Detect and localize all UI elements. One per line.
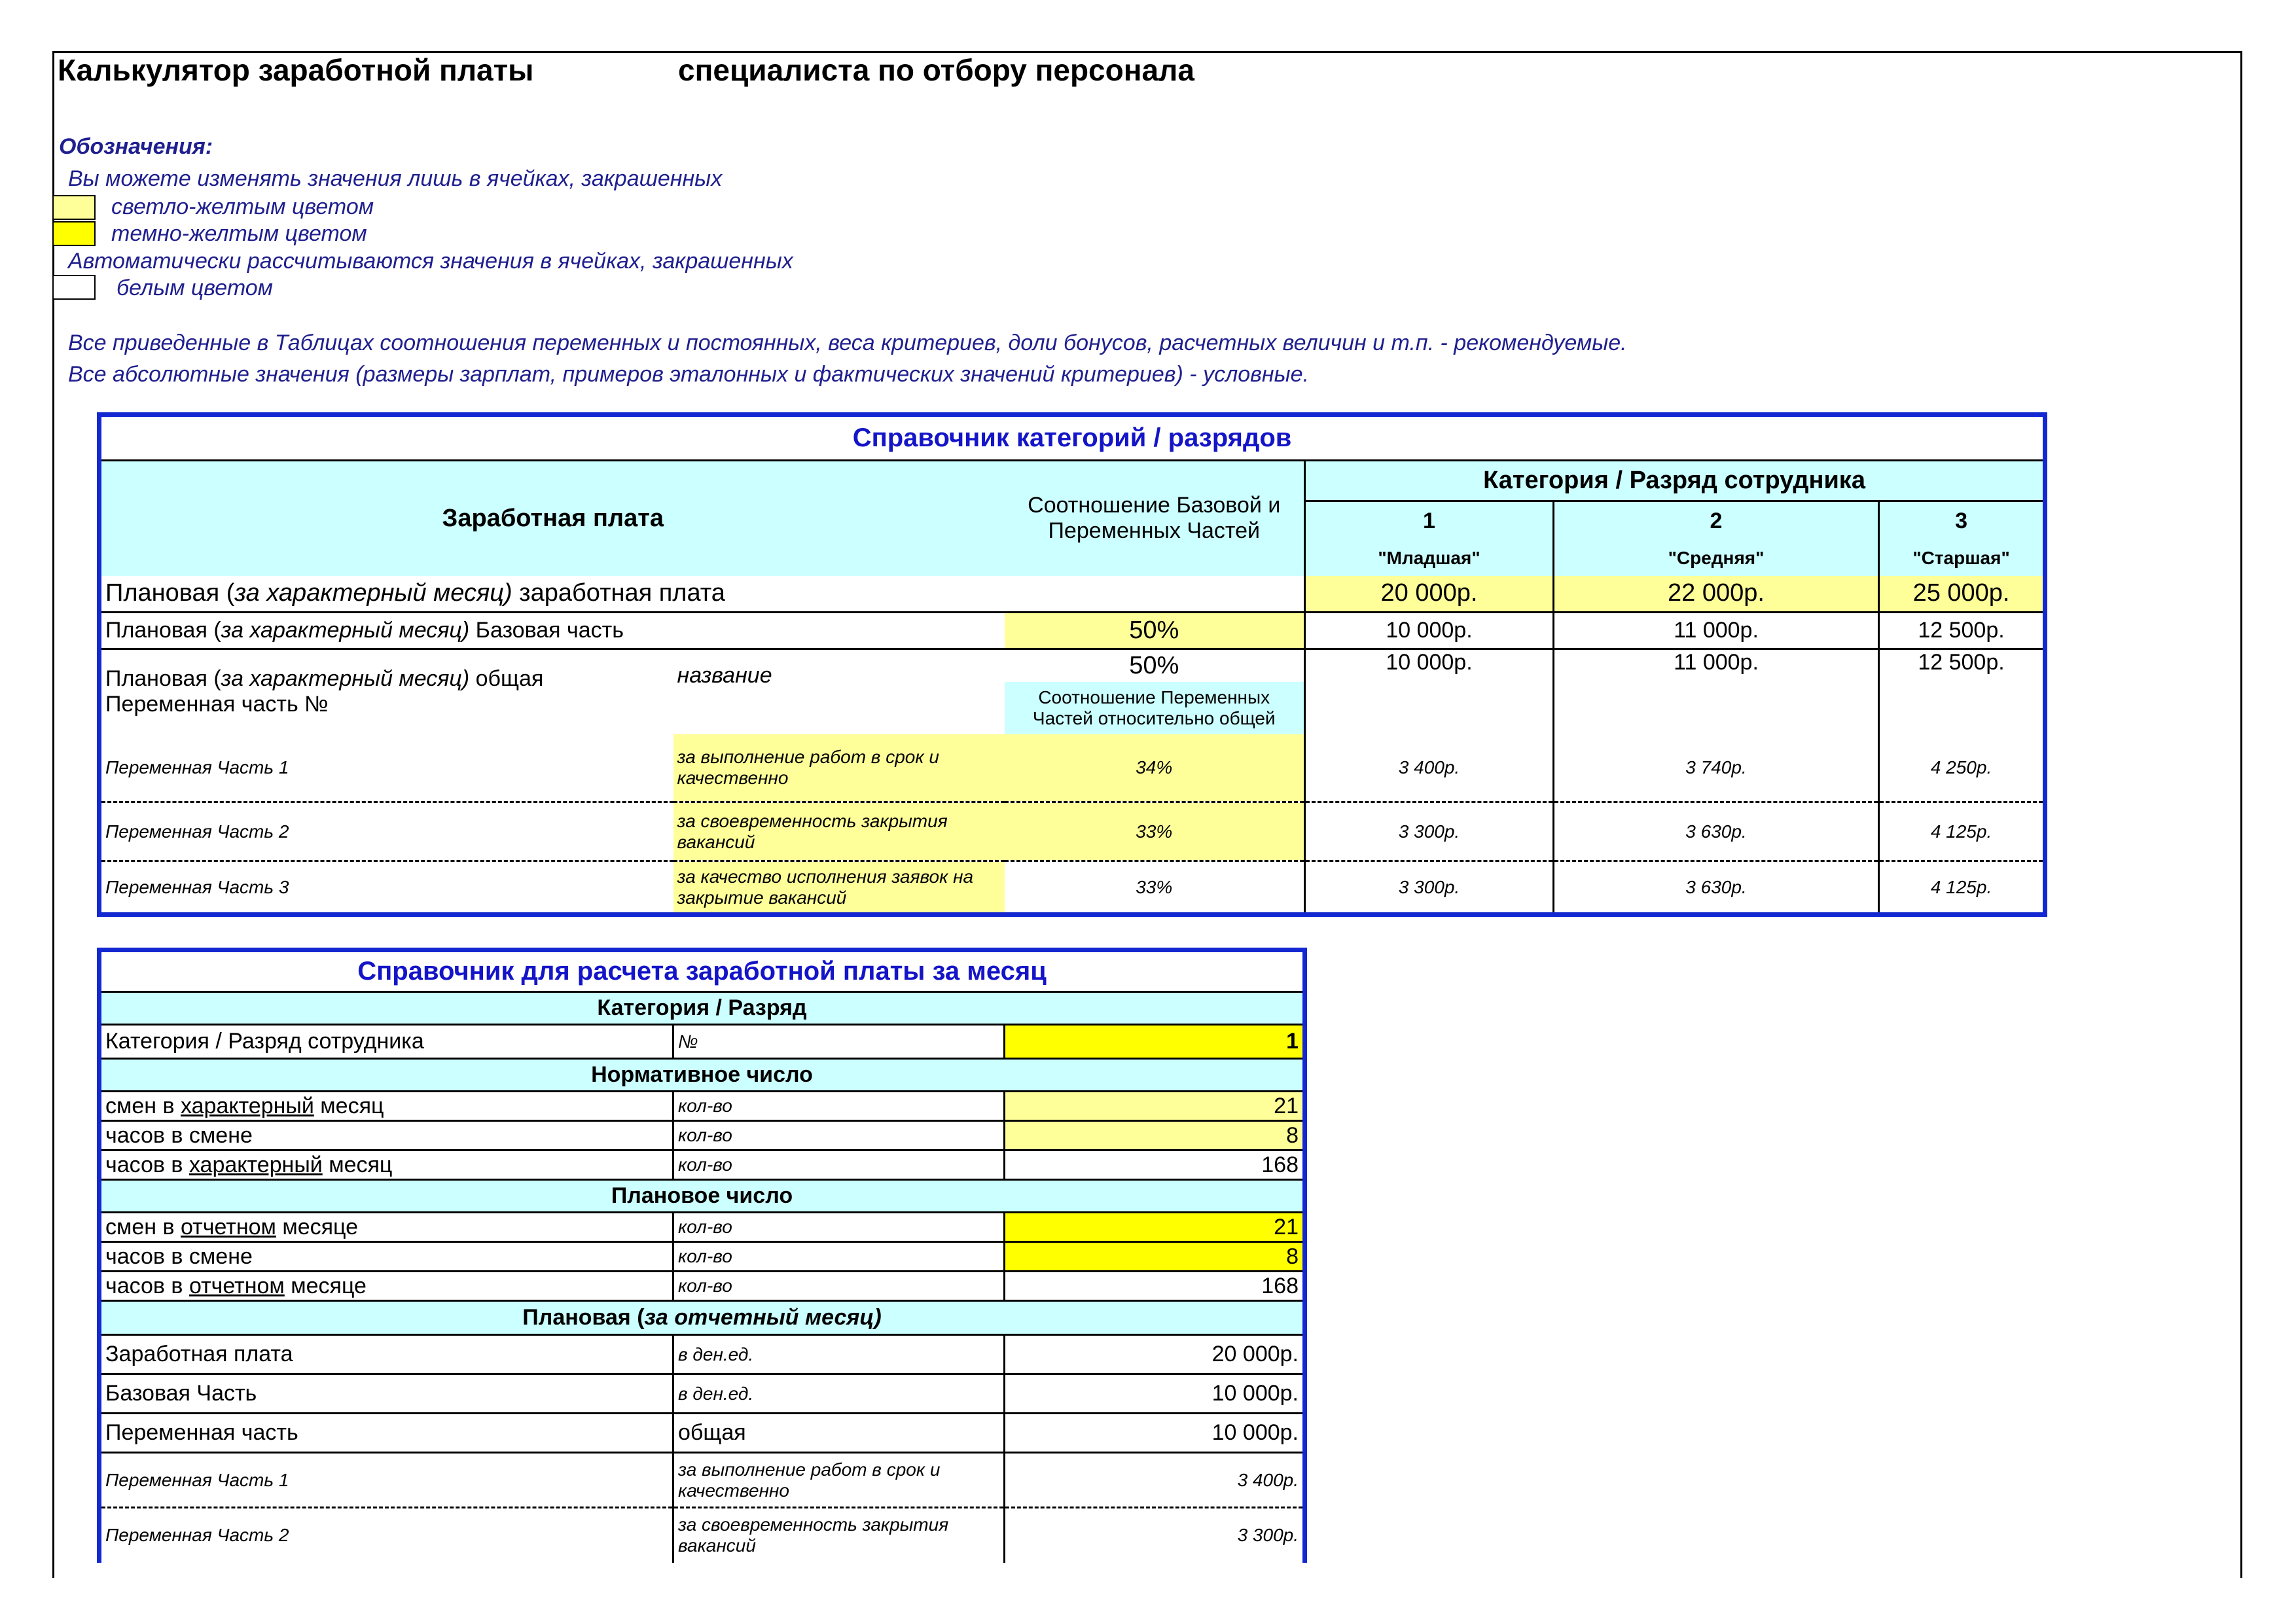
legend-auto-note: Автоматически рассчитываются значения в ячейках, закрашенных: [68, 249, 793, 274]
t1-part2-name[interactable]: за своевременность закрытия вакансий: [673, 802, 1005, 861]
planned-hours-month-value: 168: [1005, 1272, 1305, 1301]
t1-part1-cat3: 4 250р.: [1879, 734, 2045, 802]
planned-hours-month-label: часов в отчетном месяце: [99, 1272, 673, 1301]
base-part-ratio[interactable]: 50%: [1005, 613, 1305, 649]
variable-sub-ratio-header: Соотношение Переменных Частей относительно общей: [1005, 682, 1305, 734]
category-3-number: 3: [1879, 501, 2045, 541]
section-category: Категория / Разряд: [99, 992, 1305, 1025]
planned-shifts-unit: кол-во: [673, 1213, 1005, 1242]
money-variable-unit: общая: [673, 1414, 1005, 1453]
t2-part2-label: Переменная Часть 2: [105, 1525, 289, 1546]
legend-light-yellow: светло-желтым цветом: [111, 194, 374, 219]
t1-part2-label: Переменная Часть 2: [99, 802, 673, 861]
t1-part3-cat2: 3 630р.: [1554, 861, 1879, 915]
planned-shifts-label: смен в отчетном месяце: [99, 1213, 673, 1242]
normative-shifts-value[interactable]: 21: [1005, 1092, 1305, 1121]
money-salary-unit: в ден.ед.: [673, 1335, 1005, 1374]
normative-hours-shift-value[interactable]: 8: [1005, 1121, 1305, 1150]
category-1-name: "Младшая": [1305, 541, 1554, 576]
page-subtitle: специалиста по отбору персонала: [678, 53, 1194, 87]
monthly-salary-table: [97, 948, 1307, 1563]
planned-hours-shift-unit: кол-во: [673, 1242, 1005, 1272]
variable-part-cat3: 12 500р.: [1879, 649, 2045, 734]
planned-salary-cat2[interactable]: 22 000р.: [1554, 576, 1879, 613]
legend-dark-yellow: темно-желтым цветом: [111, 221, 367, 246]
planned-hours-shift-value[interactable]: 8: [1005, 1242, 1305, 1272]
t1-part2-cat1: 3 300р.: [1305, 802, 1554, 861]
section-planned-period: Плановая (за отчетный месяц): [99, 1301, 1305, 1335]
planned-hours-shift-label: часов в смене: [99, 1242, 673, 1272]
category-3-name: "Старшая": [1879, 541, 2045, 576]
money-base-label: Базовая Часть: [99, 1374, 673, 1414]
legend-edit-note: Вы можете изменять значения лишь в ячейках, закрашенных: [68, 166, 723, 191]
category-2-name: "Средняя": [1554, 541, 1879, 576]
t2-part2-value: 3 300р.: [1005, 1508, 1305, 1563]
t1-part3-ratio: 33%: [1136, 876, 1173, 897]
t1-part1-name[interactable]: за выполнение работ в срок и качественно: [673, 734, 1005, 802]
salary-header: Заработная плата: [99, 461, 1005, 576]
t1-part1-label: Переменная Часть 1: [99, 734, 673, 802]
normative-hours-shift-label: часов в смене: [99, 1121, 673, 1150]
categories-table-title: Справочник категорий / разрядов: [99, 415, 2045, 461]
t1-part1-cat1: 3 400р.: [1305, 734, 1554, 802]
normative-hours-month-value: 168: [1005, 1150, 1305, 1180]
variable-part-cat2: 11 000р.: [1554, 649, 1879, 734]
variable-part-name-label: название: [677, 663, 772, 688]
normative-hours-shift-unit: кол-во: [673, 1121, 1005, 1150]
money-salary-value: 20 000р.: [1005, 1335, 1305, 1374]
section-normative: Нормативное число: [99, 1059, 1305, 1092]
base-part-cat3: 12 500р.: [1879, 613, 2045, 649]
ratio-header: Соотношение Базовой и Переменных Частей: [1005, 461, 1305, 576]
category-header: Категория / Разряд сотрудника: [1305, 461, 2045, 501]
money-salary-label: Заработная плата: [99, 1335, 673, 1374]
money-base-unit: в ден.ед.: [673, 1374, 1005, 1414]
normative-hours-month-unit: кол-во: [673, 1150, 1005, 1180]
base-part-label: Плановая (за характерный месяц) Базовая часть: [99, 613, 1005, 649]
monthly-table-title: Справочник для расчета заработной платы за месяц: [99, 950, 1305, 992]
category-1-number: 1: [1305, 501, 1554, 541]
category-row-unit: №: [673, 1025, 1005, 1059]
planned-hours-month-unit: кол-во: [673, 1272, 1005, 1301]
money-base-value: 10 000р.: [1005, 1374, 1305, 1414]
normative-hours-month-label: часов в характерный месяц: [99, 1150, 673, 1180]
t1-part3-name[interactable]: за качество исполнения заявок на закрытие вакансий: [673, 861, 1005, 915]
planned-shifts-value[interactable]: 21: [1005, 1213, 1305, 1242]
t1-part3-label: Переменная Часть 3: [105, 876, 289, 897]
legend-note-recommended: Все приведенные в Таблицах соотношения переменных и постоянных, веса критериев, доли бонусов, расчетных величин и т.п. - рекомендуемые.: [68, 330, 1627, 355]
page-title: Калькулятор заработной платы: [58, 53, 534, 87]
variable-part-label: Плановая (за характерный месяц) общая Переменная часть №: [105, 666, 544, 717]
category-row-value[interactable]: 1: [1005, 1025, 1305, 1059]
planned-salary-label: Плановая (за характерный месяц) заработная плата: [99, 576, 1305, 613]
category-row-label: Категория / Разряд сотрудника: [99, 1025, 673, 1059]
t1-part1-ratio[interactable]: 34%: [1005, 734, 1305, 802]
variable-part-ratio: 50%: [1129, 651, 1179, 679]
light-yellow-swatch: [52, 195, 96, 220]
category-2-number: 2: [1554, 501, 1879, 541]
base-part-cat2: 11 000р.: [1554, 613, 1879, 649]
legend-note-conditional: Все абсолютные значения (размеры зарплат, примеров эталонных и фактических значений критериев) - условные.: [68, 362, 1309, 387]
t1-part1-cat2: 3 740р.: [1554, 734, 1879, 802]
legend-white: белым цветом: [117, 276, 273, 300]
normative-shifts-unit: кол-во: [673, 1092, 1005, 1121]
normative-shifts-label: смен в характерный месяц: [99, 1092, 673, 1121]
money-variable-value: 10 000р.: [1005, 1414, 1305, 1453]
t1-part3-cat3: 4 125р.: [1879, 861, 2045, 915]
t2-part1-label: Переменная Часть 1: [99, 1453, 673, 1508]
t1-part2-ratio[interactable]: 33%: [1005, 802, 1305, 861]
planned-salary-cat1[interactable]: 20 000р.: [1305, 576, 1554, 613]
money-variable-label: Переменная часть: [99, 1414, 673, 1453]
t2-part1-name: за выполнение работ в срок и качественно: [673, 1453, 1005, 1508]
t1-part2-cat2: 3 630р.: [1554, 802, 1879, 861]
variable-part-cat1: 10 000р.: [1305, 649, 1554, 734]
white-swatch: [52, 275, 96, 300]
t1-part3-cat1: 3 300р.: [1305, 861, 1554, 915]
base-part-cat1: 10 000р.: [1305, 613, 1554, 649]
categories-table: [97, 412, 2047, 917]
t2-part2-name: за своевременность закрытия вакансий: [673, 1508, 1005, 1563]
dark-yellow-swatch: [52, 221, 96, 246]
section-planned: Плановое число: [99, 1180, 1305, 1213]
t1-part2-cat3: 4 125р.: [1879, 802, 2045, 861]
planned-salary-cat3[interactable]: 25 000р.: [1879, 576, 2045, 613]
legend-heading: Обозначения:: [59, 134, 213, 159]
t2-part1-value: 3 400р.: [1005, 1453, 1305, 1508]
